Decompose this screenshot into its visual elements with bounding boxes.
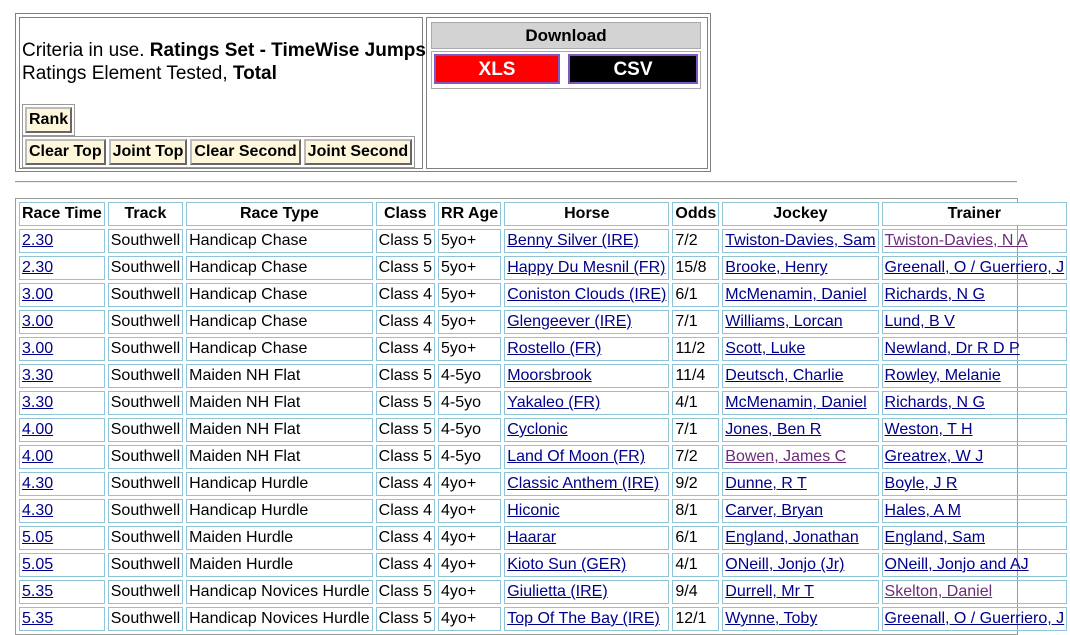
race-time-link[interactable]: 3.30 [22, 394, 54, 411]
trainer-cell [882, 607, 1068, 631]
race-type-cell: Maiden Hurdle [186, 553, 373, 577]
track-cell: Southwell [108, 445, 183, 469]
track-cell: Southwell [108, 418, 183, 442]
trainer-link[interactable]: Newland, Dr R D P [884, 340, 1020, 357]
horse-cell [504, 391, 669, 415]
rank-button[interactable]: Rank [25, 107, 72, 133]
trainer-cell [882, 445, 1068, 469]
criteria-panel [19, 17, 426, 169]
odds-cell: 7/1 [672, 310, 719, 334]
col-track: Track [108, 202, 183, 226]
table-row [19, 418, 1067, 442]
element-label: Total [232, 63, 277, 84]
table-row [19, 553, 1067, 577]
rr-age-cell: 4yo+ [438, 553, 501, 577]
table-row [19, 607, 1067, 631]
horse-link[interactable]: Land Of Moon (FR) [507, 448, 646, 465]
horse-cell [504, 364, 669, 388]
trainer-link[interactable]: Richards, N G [884, 394, 985, 411]
odds-cell: 7/2 [672, 445, 719, 469]
table-row [19, 256, 1067, 280]
race-time-link[interactable]: 2.30 [22, 232, 54, 249]
jockey-link[interactable]: Scott, Luke [725, 340, 806, 357]
trainer-cell [882, 553, 1068, 577]
joint-top-button[interactable]: Joint Top [109, 139, 188, 165]
horse-cell [504, 256, 669, 280]
table-row [19, 391, 1067, 415]
race-time-link[interactable]: 4.00 [22, 421, 54, 438]
class-cell: Class 4 [376, 499, 435, 523]
download-buttons [431, 51, 701, 89]
odds-cell: 9/4 [672, 580, 719, 604]
class-cell: Class 4 [376, 472, 435, 496]
trainer-link[interactable]: Skelton, Daniel [884, 583, 993, 600]
rr-age-cell: 4-5yo [438, 364, 501, 388]
horse-link[interactable]: Glengeever (IRE) [507, 313, 632, 330]
race-time-cell [19, 364, 105, 388]
horse-link[interactable]: Top Of The Bay (IRE) [507, 610, 660, 627]
trainer-cell [882, 256, 1068, 280]
table-body [19, 229, 1067, 631]
odds-cell: 11/2 [672, 337, 719, 361]
jockey-cell [722, 526, 878, 550]
race-time-cell [19, 418, 105, 442]
race-time-cell [19, 472, 105, 496]
download-panel [426, 17, 708, 169]
race-time-cell [19, 607, 105, 631]
trainer-cell [882, 499, 1068, 523]
race-type-cell: Handicap Novices Hurdle [186, 607, 373, 631]
class-cell: Class 5 [376, 580, 435, 604]
trainer-cell [882, 472, 1068, 496]
trainer-cell [882, 526, 1068, 550]
jockey-cell [722, 418, 878, 442]
track-cell: Southwell [108, 283, 183, 307]
class-cell: Class 5 [376, 364, 435, 388]
table-row [19, 229, 1067, 253]
race-time-link[interactable]: 5.05 [22, 529, 54, 546]
col-class: Class [376, 202, 435, 226]
rr-age-cell: 5yo+ [438, 229, 501, 253]
jockey-link[interactable]: Jones, Ben R [725, 421, 822, 438]
col-rr-age: RR Age [438, 202, 501, 226]
trainer-link[interactable]: Lund, B V [884, 313, 955, 330]
horse-cell [504, 310, 669, 334]
joint-second-button[interactable]: Joint Second [304, 139, 412, 165]
jockey-link[interactable]: England, Jonathan [725, 529, 859, 546]
col-odds: Odds [672, 202, 719, 226]
filter-button-group [22, 136, 415, 168]
jockey-cell [722, 445, 878, 469]
odds-cell: 7/2 [672, 229, 719, 253]
xls-download-button[interactable]: XLS [434, 54, 560, 84]
race-type-cell: Handicap Chase [186, 229, 373, 253]
jockey-cell [722, 337, 878, 361]
class-cell: Class 4 [376, 553, 435, 577]
race-type-cell: Handicap Hurdle [186, 472, 373, 496]
horse-cell [504, 283, 669, 307]
race-time-cell [19, 580, 105, 604]
trainer-link[interactable]: Greatrex, W J [884, 448, 984, 465]
track-cell: Southwell [108, 337, 183, 361]
jockey-link[interactable]: Carver, Bryan [725, 502, 824, 519]
class-cell: Class 4 [376, 337, 435, 361]
table-row [19, 499, 1067, 523]
rr-age-cell: 4-5yo [438, 418, 501, 442]
race-type-cell: Handicap Hurdle [186, 499, 373, 523]
trainer-cell [882, 391, 1068, 415]
trainer-cell [882, 418, 1068, 442]
odds-cell: 4/1 [672, 391, 719, 415]
race-time-cell [19, 283, 105, 307]
table-row [19, 445, 1067, 469]
rr-age-cell: 4-5yo [438, 391, 501, 415]
race-time-link[interactable]: 5.35 [22, 583, 54, 600]
horse-cell [504, 337, 669, 361]
jockey-link[interactable]: Wynne, Toby [725, 610, 818, 627]
horse-cell [504, 526, 669, 550]
race-time-cell [19, 310, 105, 334]
jockey-link[interactable]: Brooke, Henry [725, 259, 828, 276]
trainer-cell [882, 229, 1068, 253]
trainer-cell [882, 310, 1068, 334]
jockey-cell [722, 229, 878, 253]
odds-cell: 7/1 [672, 418, 719, 442]
csv-download-button[interactable]: CSV [568, 54, 698, 84]
race-type-cell: Handicap Novices Hurdle [186, 580, 373, 604]
horse-link[interactable]: Moorsbrook [507, 367, 592, 384]
jockey-cell [722, 580, 878, 604]
ratings-set-label: Ratings Set - TimeWise Jumps [149, 40, 426, 61]
jockey-link[interactable]: ONeill, Jonjo (Jr) [725, 556, 845, 573]
trainer-link[interactable]: Richards, N G [884, 286, 985, 303]
download-title: Download [431, 22, 701, 49]
results-table [16, 199, 1070, 634]
track-cell: Southwell [108, 229, 183, 253]
jockey-link[interactable]: McMenamin, Daniel [725, 286, 867, 303]
jockey-cell [722, 391, 878, 415]
jockey-cell [722, 472, 878, 496]
rr-age-cell: 4yo+ [438, 607, 501, 631]
track-cell: Southwell [108, 499, 183, 523]
jockey-cell [722, 310, 878, 334]
rr-age-cell: 5yo+ [438, 283, 501, 307]
horse-link[interactable]: Happy Du Mesnil (FR) [507, 259, 666, 276]
race-time-link[interactable]: 3.30 [22, 367, 54, 384]
table-row [19, 364, 1067, 388]
track-cell: Southwell [108, 472, 183, 496]
table-row [19, 580, 1067, 604]
race-type-cell: Maiden NH Flat [186, 445, 373, 469]
track-cell: Southwell [108, 256, 183, 280]
odds-cell: 4/1 [672, 553, 719, 577]
table-row [19, 337, 1067, 361]
class-cell: Class 5 [376, 229, 435, 253]
table-row [19, 526, 1067, 550]
race-time-cell [19, 229, 105, 253]
trainer-link[interactable]: Greenall, O / Guerriero, J [884, 610, 1065, 627]
horse-cell [504, 580, 669, 604]
horse-cell [504, 418, 669, 442]
race-type-cell: Maiden Hurdle [186, 526, 373, 550]
race-time-link[interactable]: 3.00 [22, 286, 54, 303]
race-time-cell [19, 526, 105, 550]
rr-age-cell: 4yo+ [438, 526, 501, 550]
jockey-cell [722, 607, 878, 631]
race-time-cell [19, 499, 105, 523]
jockey-cell [722, 364, 878, 388]
horse-link[interactable]: Hiconic [507, 502, 560, 519]
race-time-link[interactable]: 5.35 [22, 610, 54, 627]
trainer-link[interactable]: Boyle, J R [884, 475, 958, 492]
jockey-link[interactable]: Williams, Lorcan [725, 313, 843, 330]
horse-cell [504, 499, 669, 523]
track-cell: Southwell [108, 310, 183, 334]
clear-top-button[interactable]: Clear Top [25, 139, 106, 165]
trainer-link[interactable]: Weston, T H [884, 421, 973, 438]
horse-cell [504, 607, 669, 631]
trainer-link[interactable]: England, Sam [884, 529, 986, 546]
race-type-cell: Handicap Chase [186, 256, 373, 280]
class-cell: Class 5 [376, 418, 435, 442]
element-prefix: Ratings Element Tested, [22, 63, 228, 84]
horse-link[interactable]: Kioto Sun (GER) [507, 556, 627, 573]
class-cell: Class 5 [376, 607, 435, 631]
jockey-link[interactable]: Deutsch, Charlie [725, 367, 844, 384]
class-cell: Class 4 [376, 283, 435, 307]
rr-age-cell: 5yo+ [438, 310, 501, 334]
odds-cell: 8/1 [672, 499, 719, 523]
separator [15, 181, 1017, 183]
horse-link[interactable]: Haarar [507, 529, 557, 546]
odds-cell: 15/8 [672, 256, 719, 280]
horse-cell [504, 229, 669, 253]
jockey-link[interactable]: Durrell, Mr T [725, 583, 814, 600]
race-type-cell: Handicap Chase [186, 337, 373, 361]
trainer-link[interactable]: Greenall, O / Guerriero, J [884, 259, 1065, 276]
odds-cell: 11/4 [672, 364, 719, 388]
jockey-link[interactable]: Twiston-Davies, Sam [725, 232, 876, 249]
trainer-link[interactable]: Rowley, Melanie [884, 367, 1001, 384]
race-time-link[interactable]: 3.00 [22, 313, 54, 330]
track-cell: Southwell [108, 526, 183, 550]
race-time-link[interactable]: 2.30 [22, 259, 54, 276]
trainer-link[interactable]: Hales, A M [884, 502, 962, 519]
rr-age-cell: 4yo+ [438, 472, 501, 496]
jockey-link[interactable]: McMenamin, Daniel [725, 394, 867, 411]
odds-cell: 6/1 [672, 526, 719, 550]
col-horse: Horse [504, 202, 669, 226]
table-row [19, 310, 1067, 334]
class-cell: Class 5 [376, 256, 435, 280]
jockey-cell [722, 283, 878, 307]
jockey-link[interactable]: Dunne, R T [725, 475, 807, 492]
race-time-cell [19, 256, 105, 280]
track-cell: Southwell [108, 391, 183, 415]
table-row [19, 283, 1067, 307]
jockey-cell [722, 256, 878, 280]
horse-cell [504, 472, 669, 496]
class-cell: Class 5 [376, 445, 435, 469]
col-race-time: Race Time [19, 202, 105, 226]
race-time-link[interactable]: 5.05 [22, 556, 54, 573]
horse-link[interactable]: Yakaleo (FR) [507, 394, 601, 411]
trainer-cell [882, 283, 1068, 307]
race-type-cell: Maiden NH Flat [186, 418, 373, 442]
horse-link[interactable]: Giulietta (IRE) [507, 583, 608, 600]
track-cell: Southwell [108, 607, 183, 631]
track-cell: Southwell [108, 364, 183, 388]
race-time-link[interactable]: 3.00 [22, 340, 54, 357]
rr-age-cell: 4-5yo [438, 445, 501, 469]
race-time-link[interactable]: 4.30 [22, 502, 54, 519]
col-trainer: Trainer [882, 202, 1068, 226]
trainer-link[interactable]: ONeill, Jonjo and AJ [884, 556, 1029, 573]
class-cell: Class 4 [376, 310, 435, 334]
rr-age-cell: 5yo+ [438, 256, 501, 280]
race-time-cell [19, 445, 105, 469]
trainer-cell [882, 337, 1068, 361]
race-type-cell: Handicap Chase [186, 310, 373, 334]
criteria-prefix: Criteria in use. [22, 40, 145, 61]
track-cell: Southwell [108, 580, 183, 604]
horse-link[interactable]: Rostello (FR) [507, 340, 602, 357]
horse-link[interactable]: Benny Silver (IRE) [507, 232, 639, 249]
class-cell: Class 5 [376, 391, 435, 415]
race-type-cell: Maiden NH Flat [186, 364, 373, 388]
track-cell: Southwell [108, 553, 183, 577]
table-row [19, 472, 1067, 496]
col-jockey: Jockey [722, 202, 878, 226]
jockey-cell [722, 553, 878, 577]
rr-age-cell: 4yo+ [438, 499, 501, 523]
odds-cell: 9/2 [672, 472, 719, 496]
table-header-row [19, 202, 1067, 226]
trainer-link[interactable]: Twiston-Davies, N A [884, 232, 1028, 249]
horse-cell [504, 445, 669, 469]
rr-age-cell: 5yo+ [438, 337, 501, 361]
rank-group [22, 104, 75, 136]
rr-age-cell: 4yo+ [438, 580, 501, 604]
race-time-cell [19, 553, 105, 577]
odds-cell: 12/1 [672, 607, 719, 631]
horse-cell [504, 553, 669, 577]
col-race-type: Race Type [186, 202, 373, 226]
class-cell: Class 4 [376, 526, 435, 550]
trainer-cell [882, 364, 1068, 388]
trainer-cell [882, 580, 1068, 604]
results-table-wrap [15, 198, 1065, 635]
race-time-link[interactable]: 4.30 [22, 475, 54, 492]
horse-link[interactable]: Classic Anthem (IRE) [507, 475, 660, 492]
criteria-text [22, 39, 426, 85]
race-time-cell [19, 337, 105, 361]
race-time-link[interactable]: 4.00 [22, 448, 54, 465]
jockey-cell [722, 499, 878, 523]
odds-cell: 6/1 [672, 283, 719, 307]
race-time-cell [19, 391, 105, 415]
horse-link[interactable]: Coniston Clouds (IRE) [507, 286, 667, 303]
horse-link[interactable]: Cyclonic [507, 421, 568, 438]
clear-second-button[interactable]: Clear Second [190, 139, 300, 165]
race-type-cell: Handicap Chase [186, 283, 373, 307]
race-type-cell: Maiden NH Flat [186, 391, 373, 415]
jockey-link[interactable]: Bowen, James C [725, 448, 847, 465]
